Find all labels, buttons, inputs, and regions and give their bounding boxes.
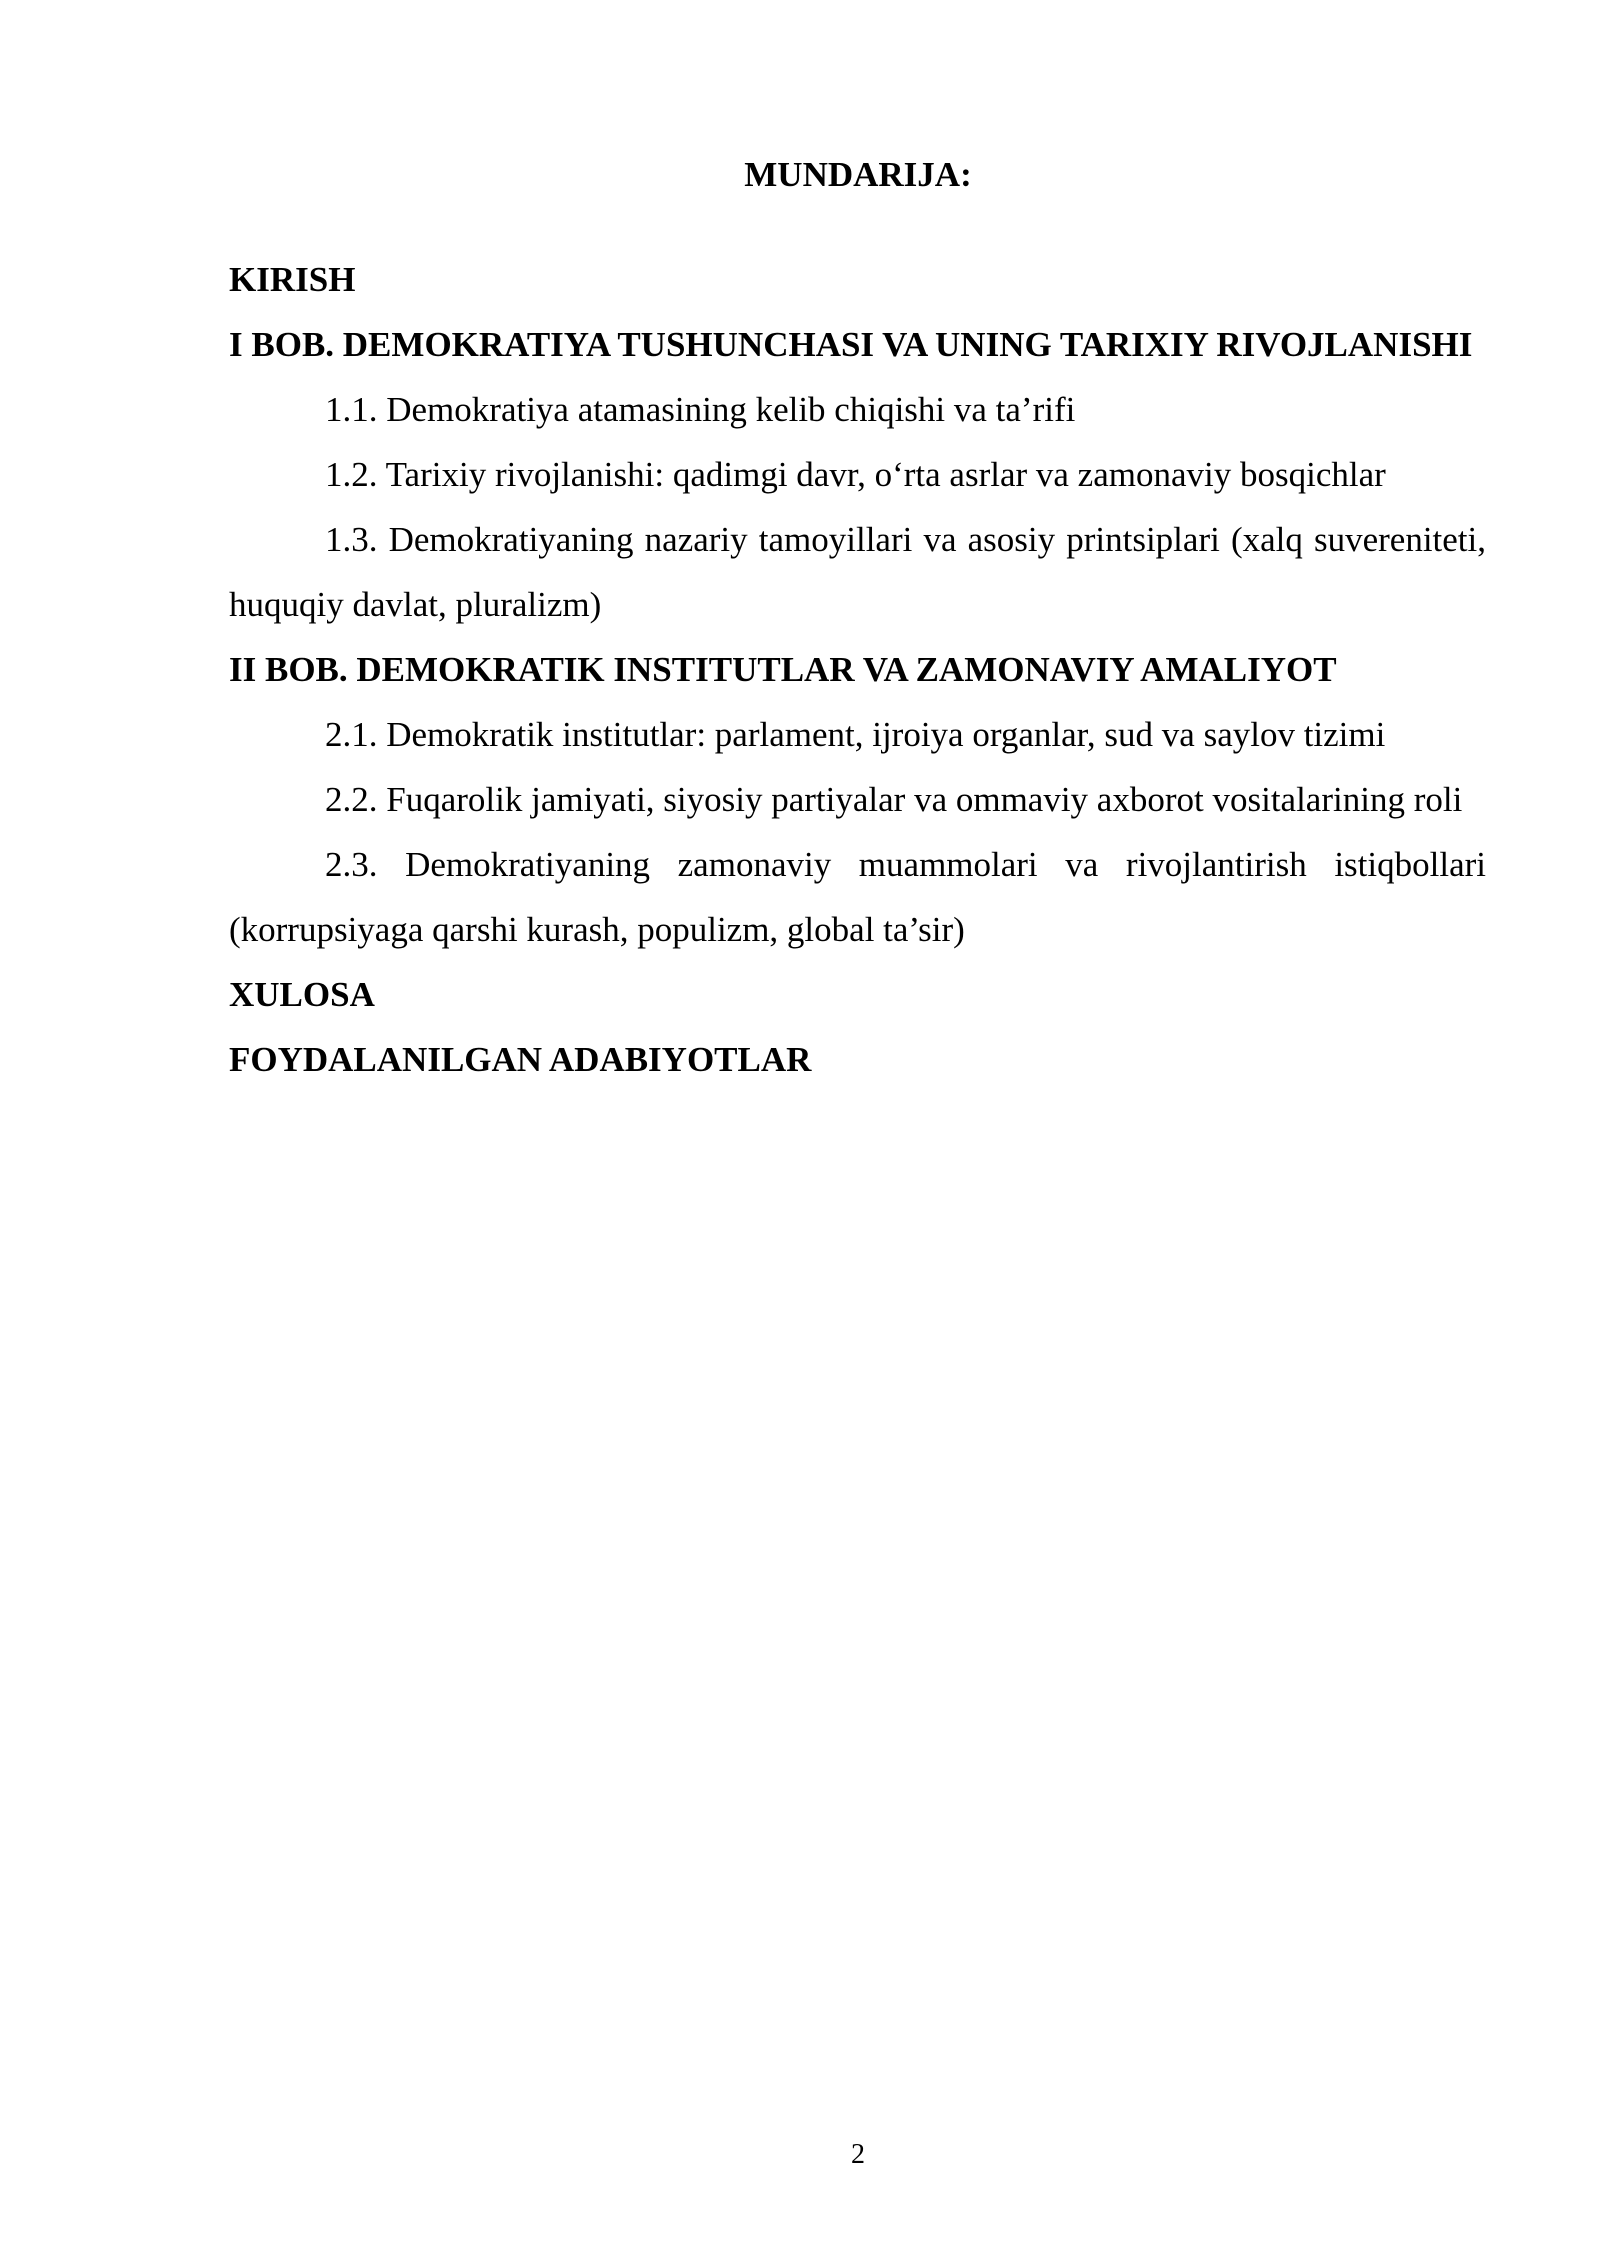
- toc-entry-conclusion: XULOSA: [229, 975, 375, 1014]
- toc-entry-chapter-1: I BOB. DEMOKRATIYA TUSHUNCHASI VA UNING TARIXIY RIVOJLANISHI: [229, 325, 1473, 364]
- table-of-contents: [229, 247, 1486, 1092]
- toc-entry-chapter-2: II BOB. DEMOKRATIK INSTITUTLAR VA ZAMONAVIY AMALIYOT: [229, 650, 1337, 689]
- toc-entry-section-1-3: 1.3. Demokratiyaning nazariy tamoyillari va asosiy printsiplari (xalq suvereniteti, huquqiy davlat, pluralizm): [229, 520, 1486, 624]
- toc-entry-references: FOYDALANILGAN ADABIYOTLAR: [229, 1040, 812, 1079]
- toc-entry-section-2-3: 2.3. Demokratiyaning zamonaviy muammolari va rivojlantirish istiqbollari (korrupsiyaga qarshi kurash, populizm, global ta’sir): [229, 845, 1486, 949]
- toc-entry-section-1-2: 1.2. Tarixiy rivojlanishi: qadimgi davr, o‘rta asrlar va zamonaviy bosqichlar: [325, 455, 1386, 494]
- toc-entry-section-2-2: 2.2. Fuqarolik jamiyati, siyosiy partiyalar va ommaviy axborot vositalarining roli: [325, 780, 1463, 819]
- toc-title: MUNDARIJA:: [744, 155, 972, 194]
- toc-entry-section-2-1: 2.1. Demokratik institutlar: parlament, ijroiya organlar, sud va saylov tizimi: [325, 715, 1386, 754]
- toc-entry-introduction: KIRISH: [229, 260, 356, 299]
- toc-entry-section-1-1: 1.1. Demokratiya atamasining kelib chiqishi va ta’rifi: [325, 390, 1076, 429]
- page-number: 2: [851, 2139, 865, 2170]
